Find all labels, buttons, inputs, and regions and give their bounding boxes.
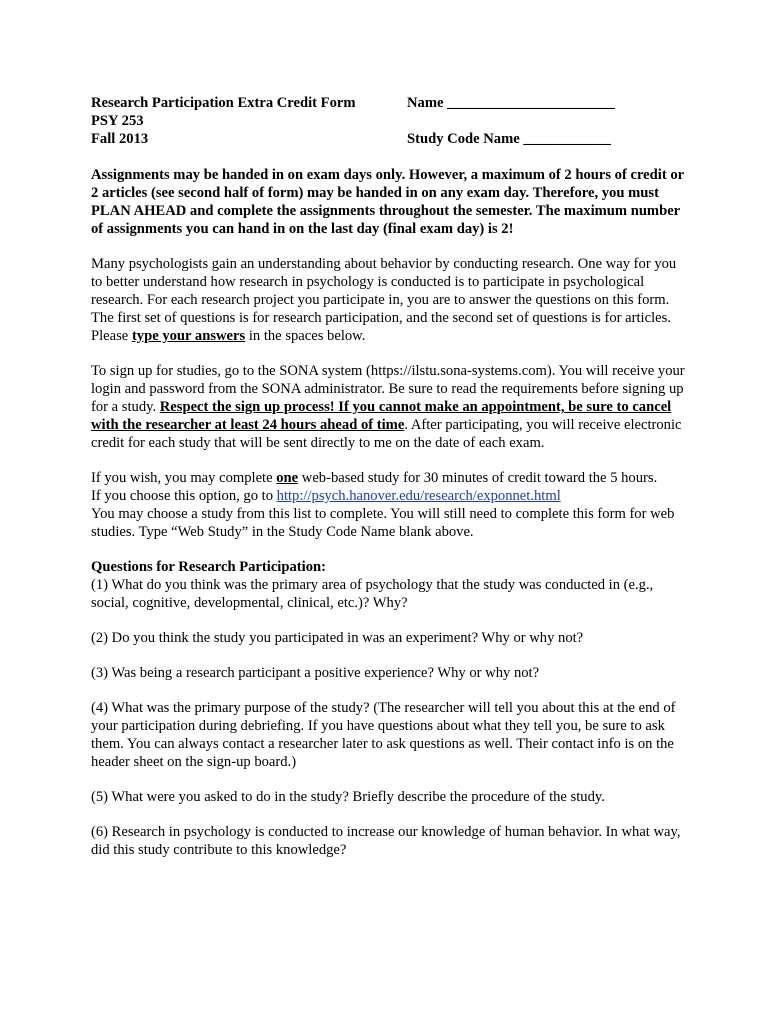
signup-paragraph: [91, 362, 686, 452]
question-1: (1) What do you think was the primary area of psychology that the study was conducted in (e.g., social, cognitive, developmental, clinical, etc.)? Why?: [91, 577, 654, 611]
name-label: Name: [407, 95, 444, 111]
term: Fall 2013: [91, 131, 149, 147]
intro-text: Many psychologists gain an understanding about behavior by conducting research. One way for you to better understand how research in psychology is conducted is to participate in psychological research. For each research project you participate in, you are to answer the questions on this form. The first set of questions is for research participation, and the second set of questions is for articles. Please: [91, 256, 677, 344]
course-code: PSY 253: [91, 113, 144, 129]
study-code-label: Study Code Name: [407, 131, 520, 147]
question-6: (6) Research in psychology is conducted to increase our knowledge of human behavior. In what way, did this study contribute to this knowledge?: [91, 824, 681, 858]
signup-text-end: . After participating, you will receive electronic credit for each study that will be sent directly to me on the date of each exam.: [91, 417, 682, 451]
intro-text-end: in the spaces below.: [245, 328, 366, 344]
question-4: (4) What was the primary purpose of the study? (The researcher will tell you about this at the end of your participation during debriefing. If you have questions about what they tell you, be sure to ask them. You can always contact a researcher later to ask questions as well. Their contact info is on the header sheet on the sign-up board.): [91, 700, 676, 770]
study-code-field[interactable]: [407, 130, 611, 148]
form-header: [91, 94, 686, 150]
header-left: [91, 94, 356, 148]
question-2: (2) Do you think the study you participated in was an experiment? Why or why not?: [91, 630, 584, 646]
web-line-1-text: If you wish, you may complete: [91, 470, 277, 486]
name-field[interactable]: [407, 94, 615, 112]
web-line-2: [91, 487, 686, 505]
web-line-1-end: web-based study for 30 minutes of credit toward the 5 hours.: [298, 470, 658, 486]
study-code-blank[interactable]: ____________: [523, 131, 611, 147]
questions-section: [91, 558, 686, 859]
signup-emphasis: Respect the sign up process! If you cannot make an appointment, be sure to cancel with the researcher at least 24 hours ahead of time: [91, 399, 672, 433]
intro-emphasis: type your answers: [131, 328, 246, 344]
web-line-3: You may choose a study from this list to complete. You will still need to complete this form for web studies. Type “Web Study” in the Study Code Name blank above.: [91, 506, 675, 540]
web-emphasis-one: one: [276, 470, 299, 486]
name-blank[interactable]: _______________________: [447, 95, 615, 111]
question-3: (3) Was being a research participant a positive experience? Why or why not?: [91, 665, 540, 681]
exponnet-link[interactable]: http://psych.hanover.edu/research/exponnet.html: [276, 488, 561, 504]
intro-paragraph: [91, 255, 686, 345]
form-title: Research Participation Extra Credit Form: [91, 95, 356, 111]
web-study-paragraph: [91, 469, 686, 541]
form-page: [91, 94, 686, 859]
web-line-2-text: If you choose this option, go to: [91, 488, 277, 504]
deadline-notice: Assignments may be handed in on exam days only. However, a maximum of 2 hours of credit or 2 articles (see second half of form) may be handed in on any exam day. Therefore, you must PLAN AHEAD and complete the assignments throughout the semester. The maximum number of assignments you can hand in on the last day (final exam day) is 2!: [91, 167, 684, 237]
question-5: (5) What were you asked to do in the study? Briefly describe the procedure of the study.: [91, 789, 605, 805]
web-line-1: [91, 469, 686, 487]
questions-title: Questions for Research Participation:: [91, 559, 326, 575]
signup-text: To sign up for studies, go to the SONA system (https://ilstu.sona-systems.com). You will receive your login and password from the SONA administrator. Be sure to read the requirements before signing up for a study.: [91, 363, 685, 415]
header-right: [407, 94, 615, 147]
